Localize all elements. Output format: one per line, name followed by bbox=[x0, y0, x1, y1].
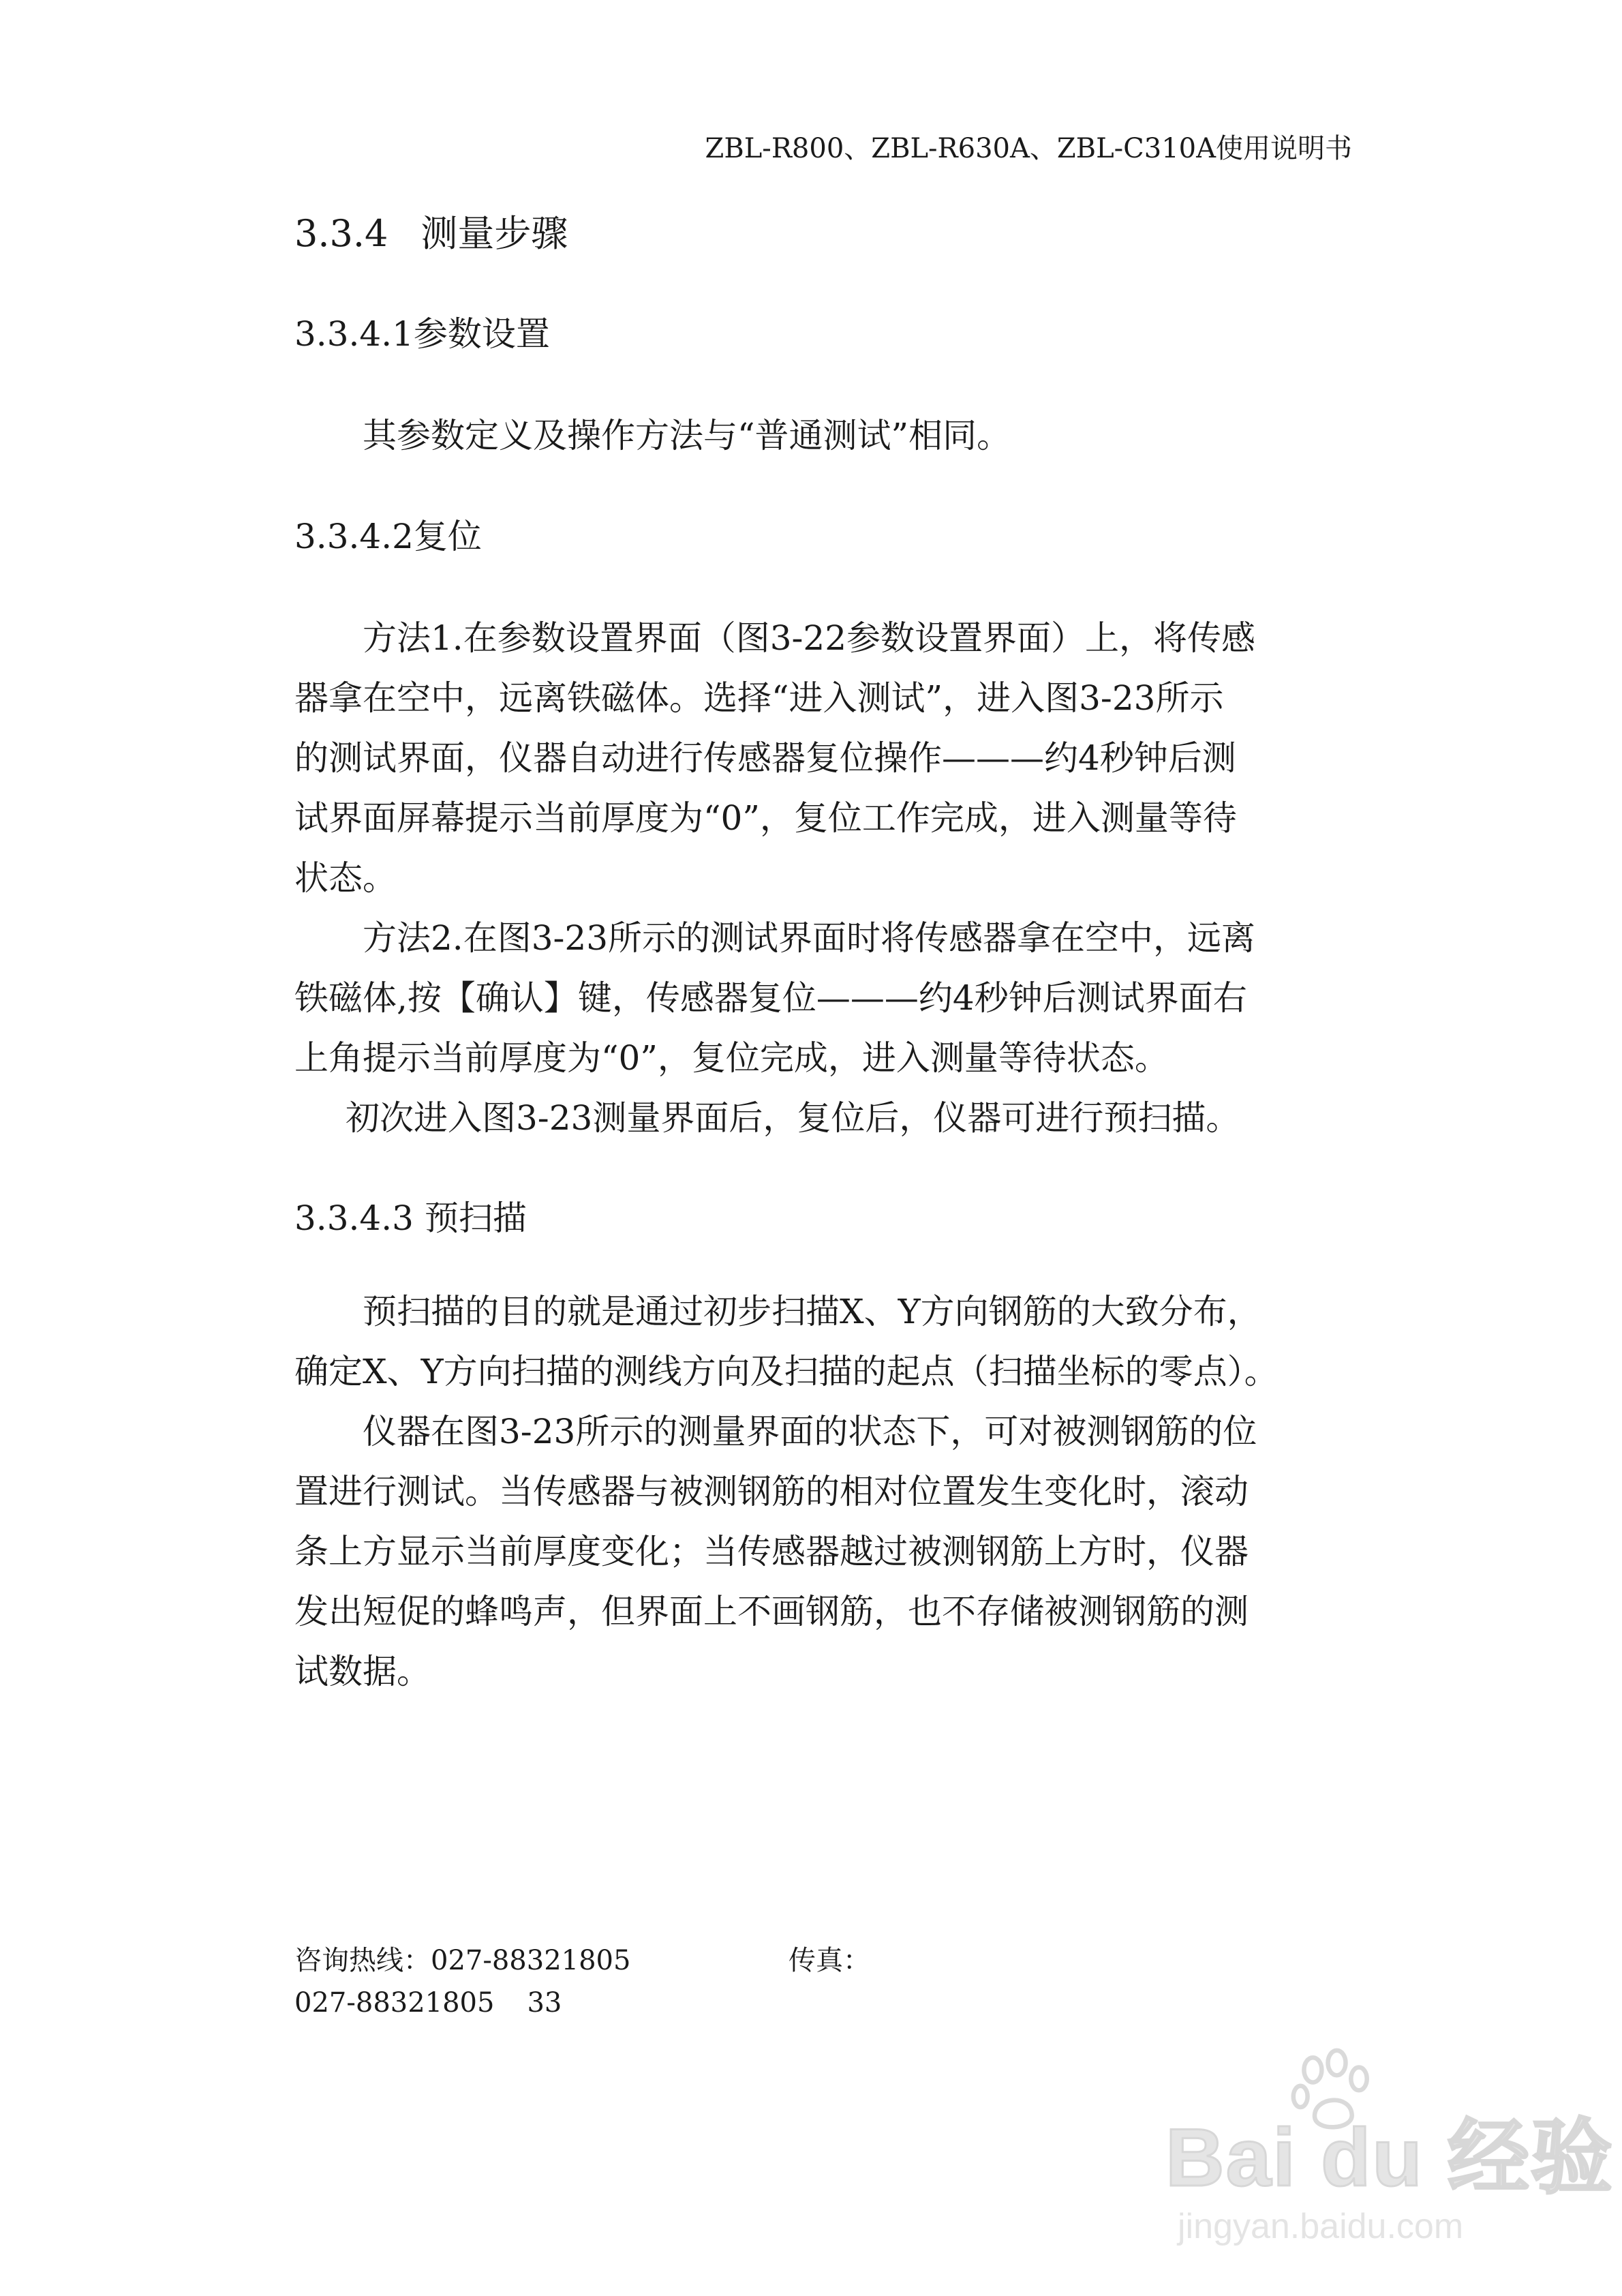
text-line: 方法2.在图3-23所示的测试界面时将传感器拿在空中，远离 bbox=[363, 918, 1256, 958]
page-number: 33 bbox=[527, 1987, 562, 2019]
text-line: 试界面屏幕提示当前厚度为“0”，复位工作完成，进入测量等待 bbox=[294, 798, 1237, 838]
watermark-brand: Bai du 经验 bbox=[1165, 2112, 1615, 2203]
footer-fax-row bbox=[294, 1982, 630, 2024]
subsection-heading-parameter-setup: 3.3.4.1参数设置 bbox=[294, 314, 550, 354]
text-line: 置进行测试。当传感器与被测钢筋的相对位置发生变化时，滚动 bbox=[294, 1472, 1249, 1511]
footer-hotline: 咨询热线：027-88321805 bbox=[294, 1945, 631, 1976]
paragraph-first-entry bbox=[294, 1088, 1358, 1148]
section-title: 测量步骤 bbox=[420, 212, 568, 255]
text-line: 其参数定义及操作方法与“普通测试”相同。 bbox=[363, 416, 1011, 455]
paragraph-parameter-setup bbox=[294, 406, 1358, 466]
text-line: 器拿在空中，远离铁磁体。选择“进入测试”，进入图3-23所示 bbox=[294, 678, 1224, 718]
text-line: 铁磁体,按【确认】键，传感器复位———约4秒钟后测试界面右 bbox=[294, 978, 1247, 1018]
paragraph-reset-method-2 bbox=[294, 908, 1358, 1088]
text-line: 确定X、Y方向扫描的测线方向及扫描的起点（扫描坐标的零点）。 bbox=[294, 1352, 1279, 1391]
text-line: 发出短促的蜂鸣声，但界面上不画钢筋，也不存储被测钢筋的测 bbox=[294, 1592, 1249, 1631]
text-line: 上角提示当前厚度为“0”，复位完成，进入测量等待状态。 bbox=[294, 1038, 1169, 1078]
paragraph-reset-method-1 bbox=[294, 608, 1358, 908]
baidu-jingyan-watermark bbox=[1165, 2045, 1615, 2263]
watermark-url: jingyan.baidu.com bbox=[1178, 2207, 1464, 2246]
subsection-heading-prescan: 3.3.4.3 预扫描 bbox=[294, 1198, 527, 1238]
text-line: 的测试界面，仪器自动进行传感器复位操作———约4秒钟后测 bbox=[294, 738, 1236, 778]
text-line: 预扫描的目的就是通过初步扫描X、Y方向钢筋的大致分布， bbox=[363, 1292, 1261, 1331]
paragraph-prescan-behavior bbox=[294, 1402, 1358, 1702]
section-heading bbox=[294, 210, 568, 258]
text-line: 方法1.在参数设置界面（图3-22参数设置界面）上，将传感 bbox=[363, 618, 1256, 658]
footer-fax-number: 027-88321805 bbox=[294, 1987, 495, 2019]
paragraph-prescan-purpose bbox=[294, 1282, 1358, 1402]
text-line: 初次进入图3-23测量界面后，复位后，仪器可进行预扫描。 bbox=[346, 1098, 1240, 1138]
subsection-heading-reset: 3.3.4.2复位 bbox=[294, 517, 482, 556]
running-header: ZBL-R800、ZBL-R630A、ZBL-C310A使用说明书 bbox=[705, 133, 1352, 164]
text-line: 条上方显示当前厚度变化；当传感器越过被测钢筋上方时，仪器 bbox=[294, 1532, 1249, 1571]
text-line: 状态。 bbox=[294, 858, 397, 898]
page-footer bbox=[294, 1939, 870, 2024]
section-number: 3.3.4 bbox=[294, 212, 388, 255]
text-line: 仪器在图3-23所示的测量界面的状态下，可对被测钢筋的位 bbox=[363, 1412, 1257, 1451]
text-line: 试数据。 bbox=[294, 1652, 431, 1691]
footer-fax-label: 传真： bbox=[789, 1945, 870, 1976]
